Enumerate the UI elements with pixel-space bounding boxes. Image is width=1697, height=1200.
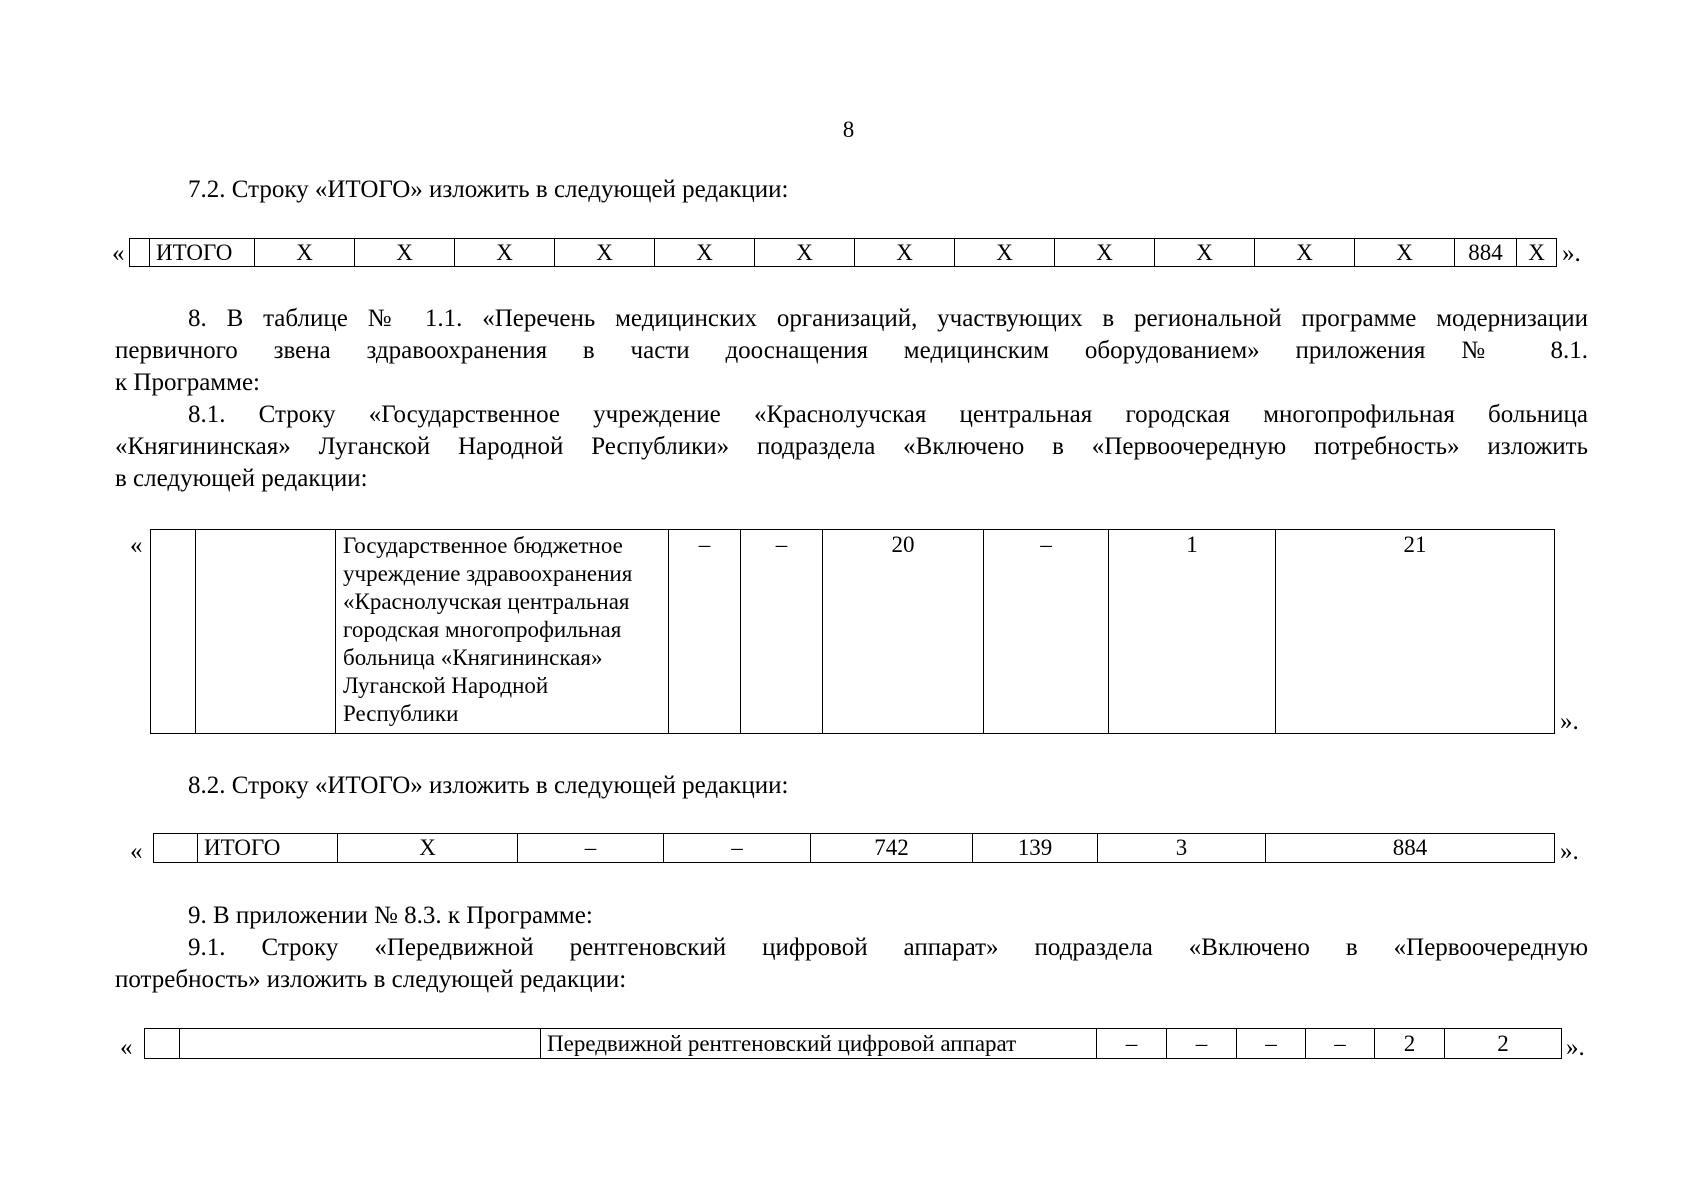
- table2-cell: 1: [1109, 530, 1276, 734]
- table3-cell: 3: [1098, 834, 1266, 863]
- table4-cell: –: [1306, 1029, 1375, 1059]
- paragraph-9: 9. В приложении № 8.3. к Программе:: [188, 902, 593, 929]
- paragraph-8-line1: 8. В таблице № 1.1. «Перечень медицинских организаций, участвующих в региональной программе модернизации: [188, 305, 1588, 332]
- table2-open-quote: «: [130, 532, 143, 559]
- table1-cell: Х: [455, 239, 555, 267]
- table2-cell: –: [669, 530, 741, 734]
- table1-cell: Х: [1517, 239, 1557, 267]
- table1-cell: Х: [955, 239, 1055, 267]
- table1-cell: Х: [255, 239, 355, 267]
- table4-cell: 2: [1375, 1029, 1445, 1059]
- table1-total-row: [129, 238, 1557, 267]
- table2-cell: [151, 530, 196, 734]
- table3-close-quote: ».: [1560, 838, 1579, 865]
- table3-cell: Х: [338, 834, 518, 863]
- organization-name-line: Государственное бюджетное: [343, 533, 623, 558]
- table2-cell: 20: [823, 530, 984, 734]
- table3-cell: [154, 834, 198, 863]
- table2-organization-row: [150, 529, 1555, 734]
- table1-open-quote: «: [112, 240, 125, 267]
- table4-close-quote: ».: [1566, 1034, 1585, 1061]
- table1-label-cell: ИТОГО: [150, 239, 255, 267]
- organization-name-line: больница «Княгининская»: [343, 645, 603, 670]
- table2-total-value: 21: [1276, 530, 1555, 734]
- paragraph-8-1-line3: в следующей редакции:: [115, 465, 368, 492]
- paragraph-9-1-line1: 9.1. Строку «Передвижной рентгеновский цифровой аппарат» подраздела «Включено в «Первоочередную: [188, 934, 1588, 961]
- table3-cell: –: [664, 834, 811, 863]
- table1-cell: Х: [755, 239, 855, 267]
- table1-total-value: 884: [1455, 239, 1517, 267]
- table2-organization-name-cell: [336, 530, 669, 734]
- paragraph-8-2: 8.2. Строку «ИТОГО» изложить в следующей редакции:: [188, 772, 789, 799]
- table4-open-quote: «: [120, 1034, 133, 1061]
- organization-name-line: городская многопрофильная: [343, 617, 622, 642]
- table1-cell: Х: [1055, 239, 1155, 267]
- table3-open-quote: «: [130, 838, 143, 865]
- table4-cell: –: [1237, 1029, 1306, 1059]
- paragraph-9-1-line2: потребность» изложить в следующей редакции:: [115, 966, 627, 993]
- paragraph-8-line2: первичного звена здравоохранения в части дооснащения медицинским оборудованием» приложения № 8.1.: [115, 337, 1588, 364]
- paragraph-8-1-line2: «Княгининская» Луганской Народной Республики» подраздела «Включено в «Первоочередную потребность» изложить: [115, 433, 1588, 460]
- organization-name-line: учреждение здравоохранения: [343, 561, 633, 586]
- table3-total-value: 884: [1266, 834, 1555, 863]
- table1-close-quote: ».: [1562, 240, 1581, 267]
- paragraph-7-2: 7.2. Строку «ИТОГО» изложить в следующей редакции:: [188, 176, 789, 203]
- table1-cell: Х: [555, 239, 655, 267]
- table1-cell: Х: [355, 239, 455, 267]
- table4-equipment-row: [144, 1028, 1562, 1059]
- table2-close-quote: ».: [1560, 708, 1579, 735]
- table2-cell: –: [984, 530, 1109, 734]
- table4-equipment-name: Передвижной рентгеновский цифровой аппарат: [541, 1029, 1097, 1059]
- table4-cell: –: [1097, 1029, 1167, 1059]
- table4-cell: [145, 1029, 180, 1059]
- table4-total-value: 2: [1445, 1029, 1562, 1059]
- organization-name-line: Республики: [343, 701, 459, 726]
- page-number: 8: [842, 117, 855, 142]
- table2-cell: –: [741, 530, 823, 734]
- paragraph-8-line3: к Программе:: [115, 369, 260, 396]
- table4-cell: [180, 1029, 541, 1059]
- table2-cell: [196, 530, 336, 734]
- table3-label-cell: ИТОГО: [198, 834, 338, 863]
- paragraph-8-1-line1: 8.1. Строку «Государственное учреждение «Краснолучская центральная городская многопрофильная больница: [188, 401, 1588, 428]
- table1-cell: [130, 239, 150, 267]
- table1-cell: Х: [655, 239, 755, 267]
- table3-total-row: [153, 833, 1555, 863]
- table3-cell: –: [518, 834, 664, 863]
- table1-cell: Х: [1155, 239, 1255, 267]
- table3-cell: 742: [811, 834, 973, 863]
- table1-cell: Х: [1255, 239, 1355, 267]
- organization-name-line: Луганской Народной: [343, 673, 549, 698]
- table4-cell: –: [1167, 1029, 1237, 1059]
- table1-cell: Х: [1355, 239, 1455, 267]
- table1-cell: Х: [855, 239, 955, 267]
- organization-name-line: «Краснолучская центральная: [343, 589, 630, 614]
- table3-cell: 139: [973, 834, 1098, 863]
